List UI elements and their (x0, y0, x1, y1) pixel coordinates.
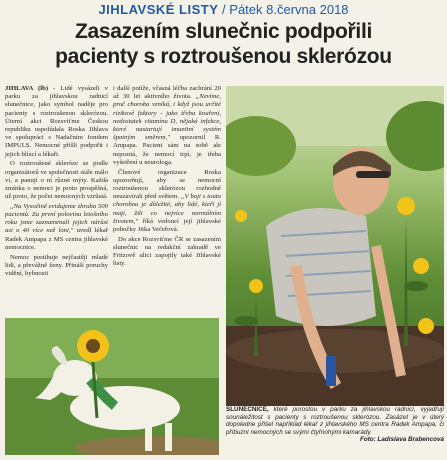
dateline: JIHLAVA (lb) (5, 85, 49, 92)
masthead (0, 2, 447, 18)
newspaper-name: JIHLAVSKÉ LISTY (98, 2, 219, 17)
paragraph-4: Nemoc postihuje nejčastěji mladé lidi, a převážně ženy. Přináší poruchy vidění, hybnosti (5, 253, 108, 277)
issue-date: Pátek 8.června 2018 (229, 2, 349, 17)
photo-illustration (226, 86, 444, 406)
quote-2: „Nevíme, proč choroba vzniká, i když jsou určité rizikové faktory - jako třeba kouření, nedostatek vitamínu D, nějaká infekce, které nastartují imunitní systém špatným směrem," (113, 93, 221, 142)
masthead-separator: / (222, 2, 226, 17)
paragraph-6-end: říká vedoucí její jihlavské pobočky Jitka Večeřová. (113, 217, 221, 233)
photo-illustration-dog (5, 318, 219, 455)
caption-text: které porostou v parku za jihlavskou radnicí, vyjadřují sounáležitost s pacienty s roztroušenou sklerózou. Zasázet je v úterý dopoledne přišel například lékař z jihlavského MS centra Radek Ampapa, či příbuzní nemocných se svými čtyřnohými kamarády. (226, 406, 444, 436)
headline-line-1: Zasazením slunečnic podpořili (74, 20, 373, 43)
photo-credit: Foto: Ladislava Brabencová (360, 436, 444, 444)
man-planting-sunflowers-photo (226, 86, 444, 406)
caption-lead: SLUNEČNICE, (226, 406, 269, 413)
headline-line-2: pacienty s roztroušenou sklerózou (55, 45, 392, 68)
article-column-1 (5, 85, 108, 280)
article-headline (0, 19, 447, 69)
dog-with-sunflower-photo (5, 318, 219, 455)
paragraph-5-end: upozornil R. Ampapa. Pacient sám na sobě ale nepozná, že nemocí trpí, je třeba vyšetření u neurologa. (113, 134, 222, 166)
article-column-2 (113, 85, 221, 270)
paragraph-7: Do akce Rozsviťme ČR se zasazením slunečnic na redakční zahradě ve Fritzově ulici zapojily také Jihlavské listy. (113, 235, 221, 268)
photo-caption (226, 406, 444, 444)
quote-3: „V boji s touto chorobou je důležité, aby lidé, kteří jí mají, žili co nejvíce normálním životem," (113, 193, 222, 225)
paragraph-2: O roztroušené skleróze se podle organizátorů ve společnosti stále málo ví, a panují o ní různé mýty. Každá zmínka o nemoci je proto prospěšná, už proto, že počet nemocných vzrůstá. (5, 160, 108, 201)
paragraph-1: - Lidé vysázeli v parku za jihlavskou radnicí slunečnice, jako symbol naděje pro pacienty s roztroušenou sklerózou. Úterní akci Rozsviťme Českou republiku uspořádala Roska Jihlava ve spolupráci s Nadačním fondem IMPULS. Nemocné přišli podpořit i jejich blízcí a lékaři. (5, 85, 108, 158)
paragraph-3: uvedl lékař Radek Ampapa z MS centra jihlavské nemocnice. (5, 227, 108, 251)
paragraph-5: i další potíže, včasná léčba zachrání 20 až 30 let aktivního života. (113, 85, 221, 101)
quote-1: „Na Vysočině evidujeme zhruba 500 pacientů. Za první polovinu letošního roku jsme zaznamenali jejich nárůst asi o 40 více než loni," (5, 202, 108, 235)
paragraph-6: Členové organizace Roska upozorňují, aby se nemocní roztroušenou sklerózou rozhodně neuzavírali před světem. (113, 168, 221, 201)
